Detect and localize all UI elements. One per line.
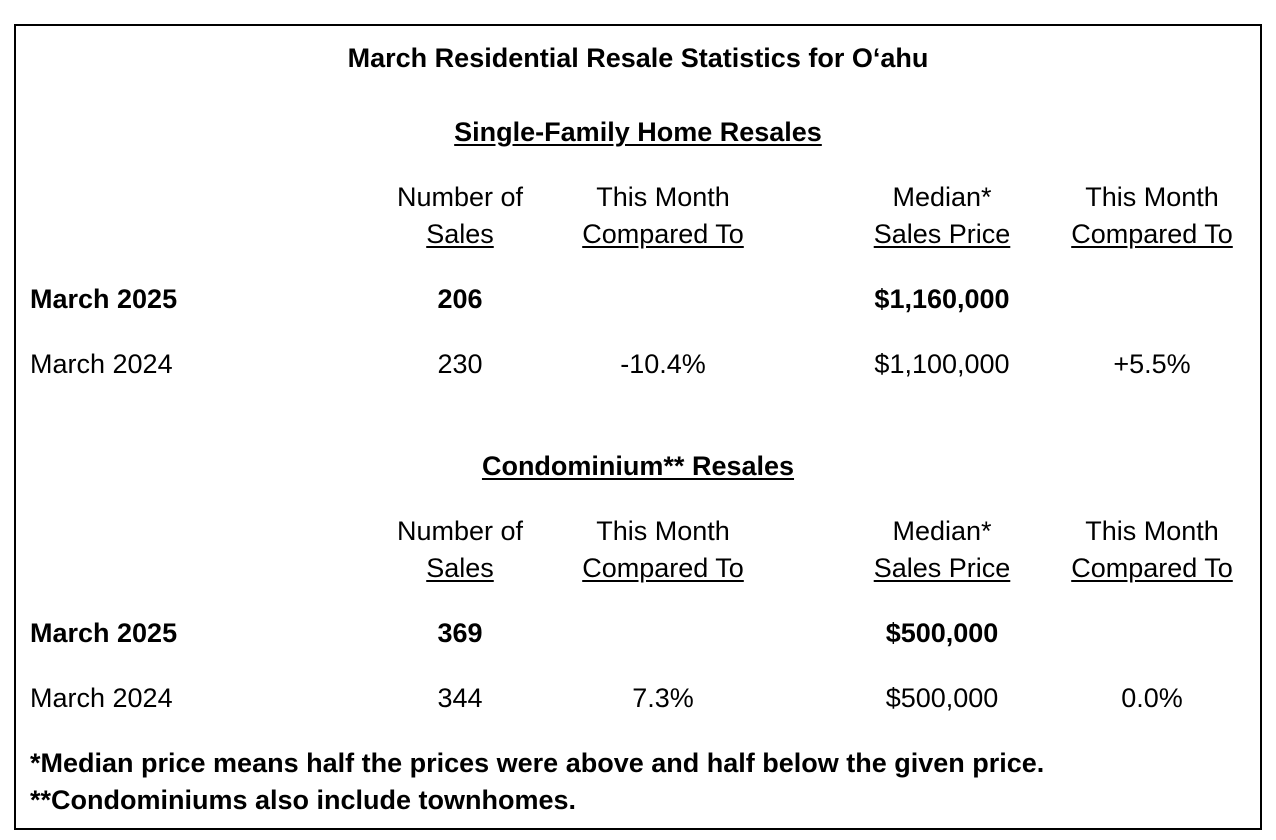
sfh-row-sales: 230 (437, 349, 483, 379)
sfh-header-cmp2-line1: This Month (1085, 182, 1219, 212)
page-title: March Residential Resale Statistics for O‘ahu (347, 43, 929, 73)
sfh-header-price-line1: Median* (892, 182, 992, 212)
sfh-header-cmp2-line2: Compared To (1071, 219, 1233, 249)
sfh-header-price-line2: Sales Price (873, 219, 1011, 249)
condo-row-sales: 344 (437, 683, 483, 713)
condo-header-price-line2-wrap (852, 552, 1032, 584)
condo-row-sales: 369 (437, 618, 483, 648)
condo-row-price: $500,000 (885, 618, 999, 648)
footnote-median: *Median price means half the prices were above and half below the given price. (30, 748, 1045, 778)
sfh-header-cmp1-line2-wrap (563, 218, 763, 250)
condo-header-sales-line2: Sales (426, 553, 494, 583)
condo-header-cmp2-line2: Compared To (1071, 553, 1233, 583)
condo-header-cmp1-line2-wrap (563, 552, 763, 584)
condo-row-price: $500,000 (885, 683, 999, 713)
condo-row-sales-change: 7.3% (632, 683, 694, 713)
sfh-row-price: $1,100,000 (874, 349, 1010, 379)
sfh-header-sales-line2: Sales (426, 219, 494, 249)
sfh-header-sales-line2-wrap (380, 218, 540, 250)
condo-header-cmp1-line2: Compared To (582, 553, 744, 583)
sfh-row-sales-change: -10.4% (620, 349, 706, 379)
sfh-header-sales-line1: Number of (396, 182, 524, 212)
condo-header-cmp2-line1: This Month (1085, 516, 1219, 546)
footnote-condo: **Condominiums also include townhomes. (30, 785, 577, 815)
condo-row-label: March 2025 (30, 618, 178, 648)
sfh-row-label: March 2024 (30, 349, 173, 379)
sfh-header-cmp2-line2-wrap (1052, 218, 1252, 250)
sfh-row-price-change: +5.5% (1113, 349, 1191, 379)
condo-header-sales-line1: Number of (396, 516, 524, 546)
condo-header-sales-line2-wrap (380, 552, 540, 584)
condo-row-label: March 2024 (30, 683, 173, 713)
condo-row-price-change: 0.0% (1121, 683, 1183, 713)
condo-section-heading: Condominium** Resales (481, 451, 795, 481)
sfh-row-price: $1,160,000 (874, 284, 1010, 314)
condo-header-price-line1: Median* (892, 516, 992, 546)
condo-header-price-line2: Sales Price (873, 553, 1011, 583)
condo-header-cmp2-line2-wrap (1052, 552, 1252, 584)
sfh-header-price-line2-wrap (852, 218, 1032, 250)
sfh-row-sales: 206 (437, 284, 483, 314)
sfh-row-label: March 2025 (30, 284, 178, 314)
sfh-header-cmp1-line2: Compared To (582, 219, 744, 249)
sfh-section-heading: Single-Family Home Resales (454, 117, 822, 147)
condo-header-cmp1-line1: This Month (596, 516, 730, 546)
sfh-header-cmp1-line1: This Month (596, 182, 730, 212)
